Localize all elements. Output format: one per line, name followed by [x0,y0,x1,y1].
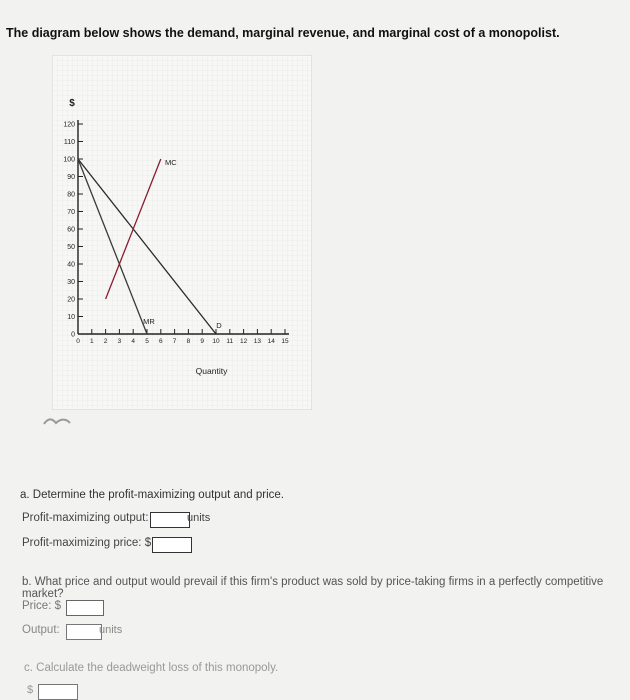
series-d-label: D [216,321,222,330]
x-tick-label: 15 [281,338,289,345]
x-tick-label: 6 [158,338,163,345]
x-tick-label: 0 [76,338,80,345]
x-tick-label: 5 [145,338,149,345]
x-tick-label: 4 [131,338,136,345]
b-price-input[interactable] [66,600,104,616]
x-tick-label: 7 [172,338,177,345]
y-tick-label: 80 [67,191,75,199]
y-tick-label: 0 [71,331,75,339]
x-tick-label: 2 [103,338,108,345]
y-tick-label: 120 [63,121,75,129]
monopoly-chart [52,55,312,410]
question-a-text: a. Determine the profit-maximizing output and price. [20,489,284,501]
smudge-mark [42,415,82,427]
x-axis-label: Quantity [195,366,228,376]
x-tick-label: 11 [226,338,234,345]
y-tick-label: 110 [63,139,75,146]
question-a-price-label: Profit-maximizing price: $ [22,537,152,549]
y-tick-label: 30 [67,279,75,286]
y-tick-label: 20 [67,296,75,304]
y-tick-label: 60 [67,226,75,234]
question-b-output-label: Output: [22,624,60,636]
y-tick-label: 50 [67,244,75,251]
y-tick-label: 100 [63,156,75,164]
y-axis-label: $ [69,98,75,109]
x-tick-label: 12 [239,338,248,345]
b-output-units: units [99,624,123,636]
chart-svg [52,55,312,410]
x-tick-label: 10 [212,338,220,345]
x-tick-label: 1 [89,338,94,345]
x-tick-label: 13 [253,338,262,345]
y-tick-label: 10 [67,314,75,321]
question-b-price-label: Price: $ [22,600,61,612]
y-tick-label: 90 [67,174,75,181]
a-price-input[interactable] [152,537,192,553]
question-a-output-label: Profit-maximizing output: [22,512,149,524]
question-c-text: c. Calculate the deadweight loss of this monopoly. [24,662,279,674]
a-output-units: units [187,512,211,524]
x-tick-label: 3 [117,338,122,345]
series-mr-label: MR [143,317,155,326]
x-tick-label: 8 [186,338,191,345]
page-title: The diagram below shows the demand, marginal revenue, and marginal cost of a monopolist. [6,26,560,40]
b-output-input[interactable] [66,624,102,640]
x-tick-label: 9 [200,338,205,345]
y-tick-label: 70 [67,209,75,216]
x-tick-label: 14 [267,338,275,345]
chart-grid [54,57,310,408]
c-currency-symbol: $ [27,684,34,696]
c-deadweight-input[interactable] [38,684,78,700]
series-mc-label: MC [164,158,177,167]
y-tick-label: 40 [67,261,75,269]
question-b-text: b. What price and output would prevail if this firm's product was sold by price-taking firms in a perfectly competitive market? [22,576,604,600]
a-output-input[interactable] [150,512,190,528]
